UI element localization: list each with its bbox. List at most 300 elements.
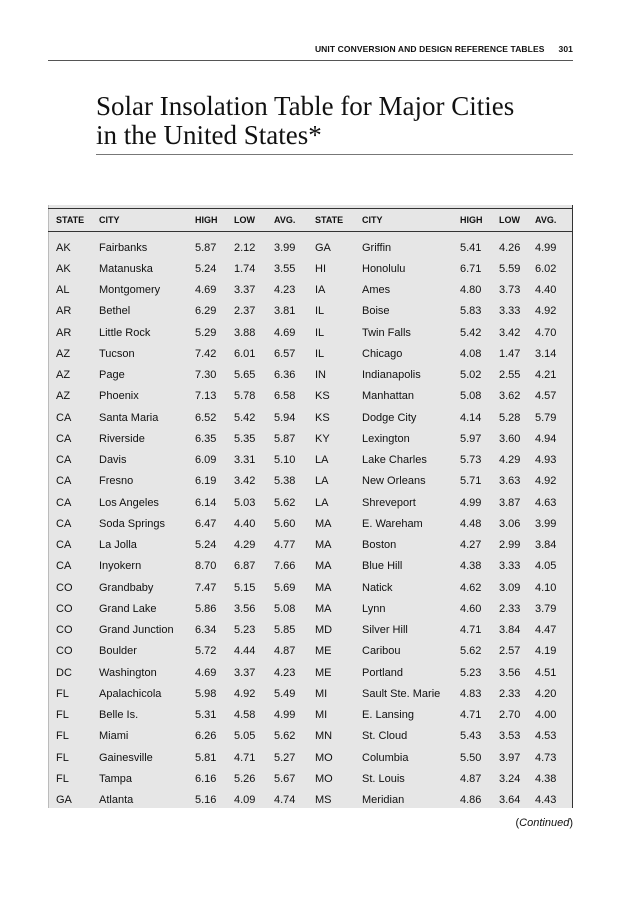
table-cell: 4.43 [535,794,557,807]
table-cell: FL [56,772,69,785]
table-cell: 6.14 [195,496,217,509]
table-cell: 3.64 [499,794,521,807]
table-cell: 6.02 [535,262,557,275]
table-cell: Fresno [99,475,134,488]
table-cell: CA [56,432,72,445]
table-cell: DC [56,666,72,679]
table-cell: 3.42 [234,475,256,488]
table-cell: Miami [99,730,129,743]
table-cell: AK [56,262,71,275]
table-cell: Grandbaby [99,581,154,594]
table-cell: Fairbanks [99,241,148,254]
table-cell: 3.56 [234,602,256,615]
table-cell: 1.74 [234,262,256,275]
table-cell: 5.62 [274,496,296,509]
table-cell: 5.73 [460,454,482,467]
table-cell: Gainesville [99,751,153,764]
table-cell: 7.47 [195,581,217,594]
table-cell: AK [56,241,71,254]
table-cell: 4.27 [460,539,482,552]
table-cell: 4.23 [274,666,296,679]
table-cell: 3.42 [499,326,521,339]
table-cell: CO [56,602,73,615]
table-cell: GA [315,241,331,254]
table-cell: Davis [99,454,127,467]
table-cell: 4.53 [535,730,557,743]
table-cell: Boise [362,305,390,318]
table-cell: Natick [362,581,393,594]
table-cell: Page [99,369,125,382]
table-cell: CO [56,645,73,658]
table-cell: 5.87 [274,432,296,445]
table-cell: 5.24 [195,262,217,275]
table-cell: CA [56,496,72,509]
table-cell: Riverside [99,432,145,445]
table-cell: 6.87 [234,560,256,573]
table-cell: Shreveport [362,496,416,509]
table-cell: MA [315,560,332,573]
table-row [48,407,573,428]
table-cell: 3.62 [499,390,521,403]
table-cell: AZ [56,347,71,360]
table-cell: 3.55 [274,262,296,275]
table-cell: LA [315,496,329,509]
table-row [48,683,573,704]
table-row [48,747,573,768]
table-cell: Boston [362,539,397,552]
page-title [96,92,573,150]
table-cell: 4.99 [460,496,482,509]
table-cell: Santa Maria [99,411,159,424]
table-cell: Blue Hill [362,560,403,573]
table-cell: IA [315,284,326,297]
table-cell: 5.16 [195,794,217,807]
table-cell: 4.73 [535,751,557,764]
table-cell: 5.24 [195,539,217,552]
table-cell: 7.13 [195,390,217,403]
table-cell: 2.55 [499,369,521,382]
table-cell: 4.29 [234,539,256,552]
table-cell: FL [56,709,69,722]
table-cell: HI [315,262,326,275]
table-cell: Portland [362,666,403,679]
table-row [48,492,573,513]
table-cell: 4.47 [535,624,557,637]
table-cell: 5.97 [460,432,482,445]
table-cell: Apalachicola [99,687,162,700]
table-cell: FL [56,730,69,743]
table-row [48,556,573,577]
table-cell: 3.09 [499,581,521,594]
table-cell: 3.99 [535,517,557,530]
table-row [48,232,573,259]
table-cell: 4.69 [195,284,217,297]
column-header: HIGH [195,209,234,232]
table-cell: 5.71 [460,475,482,488]
table-cell: 6.26 [195,730,217,743]
running-header [48,42,573,61]
table-cell: AZ [56,369,71,382]
table-cell: FL [56,687,69,700]
table-cell: 5.49 [274,687,296,700]
table-cell: Little Rock [99,326,151,339]
table-cell: 3.37 [234,284,256,297]
table-cell: 4.62 [460,581,482,594]
table-cell: 5.81 [195,751,217,764]
table-cell: Tampa [99,772,133,785]
table-cell: 3.56 [499,666,521,679]
table-row [48,513,573,534]
table-cell: 3.97 [499,751,521,764]
table-cell: 4.20 [535,687,557,700]
table-cell: AR [56,305,72,318]
table-cell: 4.40 [535,284,557,297]
table-cell: 3.14 [535,347,557,360]
table-cell: MD [315,624,333,637]
table-cell: IL [315,347,325,360]
table-cell: MI [315,687,328,700]
table-row [48,726,573,747]
table-cell: Silver Hill [362,624,408,637]
column-header: LOW [234,209,274,232]
table-cell: 5.43 [460,730,482,743]
table-cell: 4.87 [460,772,482,785]
table-cell: 3.99 [274,241,296,254]
table-row [48,428,573,449]
table-cell: 2.57 [499,645,521,658]
table-cell: 7.66 [274,560,296,573]
table-cell: 5.42 [460,326,482,339]
table-cell: Ames [362,284,391,297]
table-cell: CA [56,517,72,530]
table-cell: 5.35 [234,432,256,445]
table-cell: 3.73 [499,284,521,297]
table-cell: 6.34 [195,624,217,637]
table-cell: Grand Junction [99,624,174,637]
table-cell: IN [315,369,326,382]
table-cell: 3.33 [499,305,521,318]
table-cell: 6.36 [274,369,296,382]
table-cell: 3.33 [499,560,521,573]
table-cell: 3.37 [234,666,256,679]
table-cell: 2.33 [499,687,521,700]
table-cell: MA [315,581,332,594]
table-cell: 5.23 [234,624,256,637]
table-cell: 6.52 [195,411,217,424]
table-cell: 4.19 [535,645,557,658]
table-cell: Honolulu [362,262,406,275]
table-cell: 5.62 [460,645,482,658]
table-row [48,662,573,683]
table-cell: 4.60 [460,602,482,615]
table-cell: 5.86 [195,602,217,615]
table-cell: Sault Ste. Marie [362,687,441,700]
table-cell: 4.92 [234,687,256,700]
table-cell: 5.79 [535,411,557,424]
table-cell: 2.37 [234,305,256,318]
table-cell: 4.21 [535,369,557,382]
table-cell: 3.31 [234,454,256,467]
table-cell: 3.88 [234,326,256,339]
table-cell: CA [56,411,72,424]
table-cell: 5.78 [234,390,256,403]
table-row [48,301,573,322]
table-cell: 5.72 [195,645,217,658]
table-cell: AR [56,326,72,339]
table-cell: Twin Falls [362,326,411,339]
table-cell: 5.60 [274,517,296,530]
running-title: UNIT CONVERSION AND DESIGN REFERENCE TABLES [314,44,545,54]
table-cell: 5.29 [195,326,217,339]
table-cell: 4.63 [535,496,557,509]
table-row [48,258,573,279]
table-cell: 4.40 [234,517,256,530]
table-cell: 3.79 [535,602,557,615]
table-cell: MI [315,709,328,722]
table-cell: Indianapolis [362,369,421,382]
table-cell: 6.09 [195,454,217,467]
table-cell: 6.58 [274,390,296,403]
table-cell: CO [56,581,73,594]
column-header: AVG. [535,209,573,232]
table-cell: St. Cloud [362,730,408,743]
table-cell: 3.84 [535,539,557,552]
table-cell: IL [315,305,325,318]
table-cell: MS [315,794,332,807]
table-cell: 5.15 [234,581,256,594]
table-cell: E. Lansing [362,709,414,722]
table-row [48,365,573,386]
table-cell: 4.69 [195,666,217,679]
table-cell: 5.65 [234,369,256,382]
table-cell: MO [315,751,333,764]
table-cell: 5.67 [274,772,296,785]
table-cell: 5.03 [234,496,256,509]
table-cell: 3.60 [499,432,521,445]
table-cell: CA [56,454,72,467]
table-cell: Lynn [362,602,386,615]
table-cell: 5.38 [274,475,296,488]
table-row [48,535,573,556]
title-line-1: Solar Insolation Table for Major Cities [96,91,515,121]
table-cell: GA [56,794,72,807]
table-row [48,471,573,492]
table-cell: 7.42 [195,347,217,360]
table-cell: 5.62 [274,730,296,743]
table-row [48,386,573,407]
table-cell: 2.70 [499,709,521,722]
table-cell: 3.84 [499,624,521,637]
table-cell: New Orleans [362,475,426,488]
table-cell: 6.16 [195,772,217,785]
table-cell: 4.74 [274,794,296,807]
continued-note: (Continued) [515,817,573,829]
table-cell: MA [315,602,332,615]
table-cell: AL [56,284,70,297]
table-cell: 5.85 [274,624,296,637]
page-number: 301 [558,44,573,54]
table-cell: 4.23 [274,284,296,297]
table-cell: Belle Is. [99,709,139,722]
table-cell: 4.71 [460,709,482,722]
table-cell: 4.69 [274,326,296,339]
table-cell: 4.80 [460,284,482,297]
table-cell: 4.92 [535,475,557,488]
table-cell: 2.99 [499,539,521,552]
table-cell: 4.10 [535,581,557,594]
table-cell: 5.94 [274,411,296,424]
table-cell: 5.27 [274,751,296,764]
table-cell: AZ [56,390,71,403]
table-cell: KS [315,411,330,424]
table-row [48,641,573,662]
table-cell: IL [315,326,325,339]
column-header: STATE [315,209,362,232]
table-cell: 4.05 [535,560,557,573]
table-cell: 6.35 [195,432,217,445]
table-cell: FL [56,751,69,764]
table-cell: 4.58 [234,709,256,722]
table-cell: Lake Charles [362,454,427,467]
table-row [48,705,573,726]
table-cell: 4.57 [535,390,557,403]
table-cell: 4.92 [535,305,557,318]
table-cell: 3.24 [499,772,521,785]
table-cell: Matanuska [99,262,153,275]
table-cell: 6.71 [460,262,482,275]
table-cell: 4.08 [460,347,482,360]
table-cell: 4.83 [460,687,482,700]
table-cell: Grand Lake [99,602,157,615]
table-cell: 4.48 [460,517,482,530]
table-row [48,620,573,641]
table-cell: 5.10 [274,454,296,467]
table-cell: 4.99 [274,709,296,722]
table-cell: 5.02 [460,369,482,382]
table-cell: 5.08 [274,602,296,615]
table-cell: Inyokern [99,560,142,573]
table-cell: Manhattan [362,390,414,403]
table-cell: 4.77 [274,539,296,552]
table-cell: Griffin [362,241,392,254]
table-cell: 8.70 [195,560,217,573]
table-cell: 3.06 [499,517,521,530]
table-cell: Montgomery [99,284,161,297]
column-header: LOW [499,209,535,232]
column-header: CITY [99,209,195,232]
table-cell: 5.87 [195,241,217,254]
insolation-table [48,208,573,811]
table-cell: CA [56,539,72,552]
table-cell: 4.00 [535,709,557,722]
table-cell: 3.63 [499,475,521,488]
table-cell: CO [56,624,73,637]
table-cell: 1.47 [499,347,521,360]
title-line-2: in the United States* [96,120,322,150]
table-cell: Chicago [362,347,403,360]
table-cell: 4.94 [535,432,557,445]
title-rule [96,154,573,155]
table-cell: 4.14 [460,411,482,424]
table-row [48,768,573,789]
table-cell: 4.26 [499,241,521,254]
table-cell: 6.47 [195,517,217,530]
column-header: HIGH [460,209,499,232]
table-cell: 5.08 [460,390,482,403]
table-cell: Meridian [362,794,405,807]
table-cell: Washington [99,666,157,679]
table-cell: 4.71 [460,624,482,637]
table-cell: ME [315,645,332,658]
table-cell: 5.42 [234,411,256,424]
table-cell: 5.41 [460,241,482,254]
table-cell: 6.29 [195,305,217,318]
table-cell: 4.38 [460,560,482,573]
table-cell: Dodge City [362,411,417,424]
table-row [48,598,573,619]
table-cell: Soda Springs [99,517,166,530]
table-cell: CA [56,560,72,573]
table-cell: 5.83 [460,305,482,318]
table-row [48,343,573,364]
table-cell: 5.31 [195,709,217,722]
table-cell: CA [56,475,72,488]
table-cell: 4.87 [274,645,296,658]
column-header: CITY [362,209,460,232]
table-cell: 4.09 [234,794,256,807]
table-cell: 5.28 [499,411,521,424]
table-cell: 2.12 [234,241,256,254]
table-cell: KS [315,390,330,403]
table-cell: MA [315,539,332,552]
table-cell: LA [315,475,329,488]
table-cell: La Jolla [99,539,137,552]
table-cell: 5.98 [195,687,217,700]
table-cell: 2.33 [499,602,521,615]
table-cell: 5.69 [274,581,296,594]
table-cell: 3.81 [274,305,296,318]
table-cell: MA [315,517,332,530]
table-cell: 4.71 [234,751,256,764]
column-header: STATE [48,209,99,232]
table-cell: MN [315,730,333,743]
table-cell: 3.53 [499,730,521,743]
table-cell: MO [315,772,333,785]
table-cell: Tucson [99,347,135,360]
table-cell: 5.59 [499,262,521,275]
table-cell: 5.23 [460,666,482,679]
table-cell: 4.70 [535,326,557,339]
table-cell: 7.30 [195,369,217,382]
table-cell: 4.99 [535,241,557,254]
table-cell: LA [315,454,329,467]
table-cell: Caribou [362,645,401,658]
continued-label: Continued [519,817,570,829]
table-body [48,232,573,811]
table-cell: 4.29 [499,454,521,467]
table-cell: 6.19 [195,475,217,488]
table-cell: 4.44 [234,645,256,658]
table-cell: 4.38 [535,772,557,785]
table-cell: 5.50 [460,751,482,764]
table-cell: KY [315,432,330,445]
table-cell: Boulder [99,645,137,658]
table-header-row [48,209,573,232]
table-cell: 5.05 [234,730,256,743]
table-cell: 5.26 [234,772,256,785]
table-row [48,790,573,811]
table-cell: 6.01 [234,347,256,360]
